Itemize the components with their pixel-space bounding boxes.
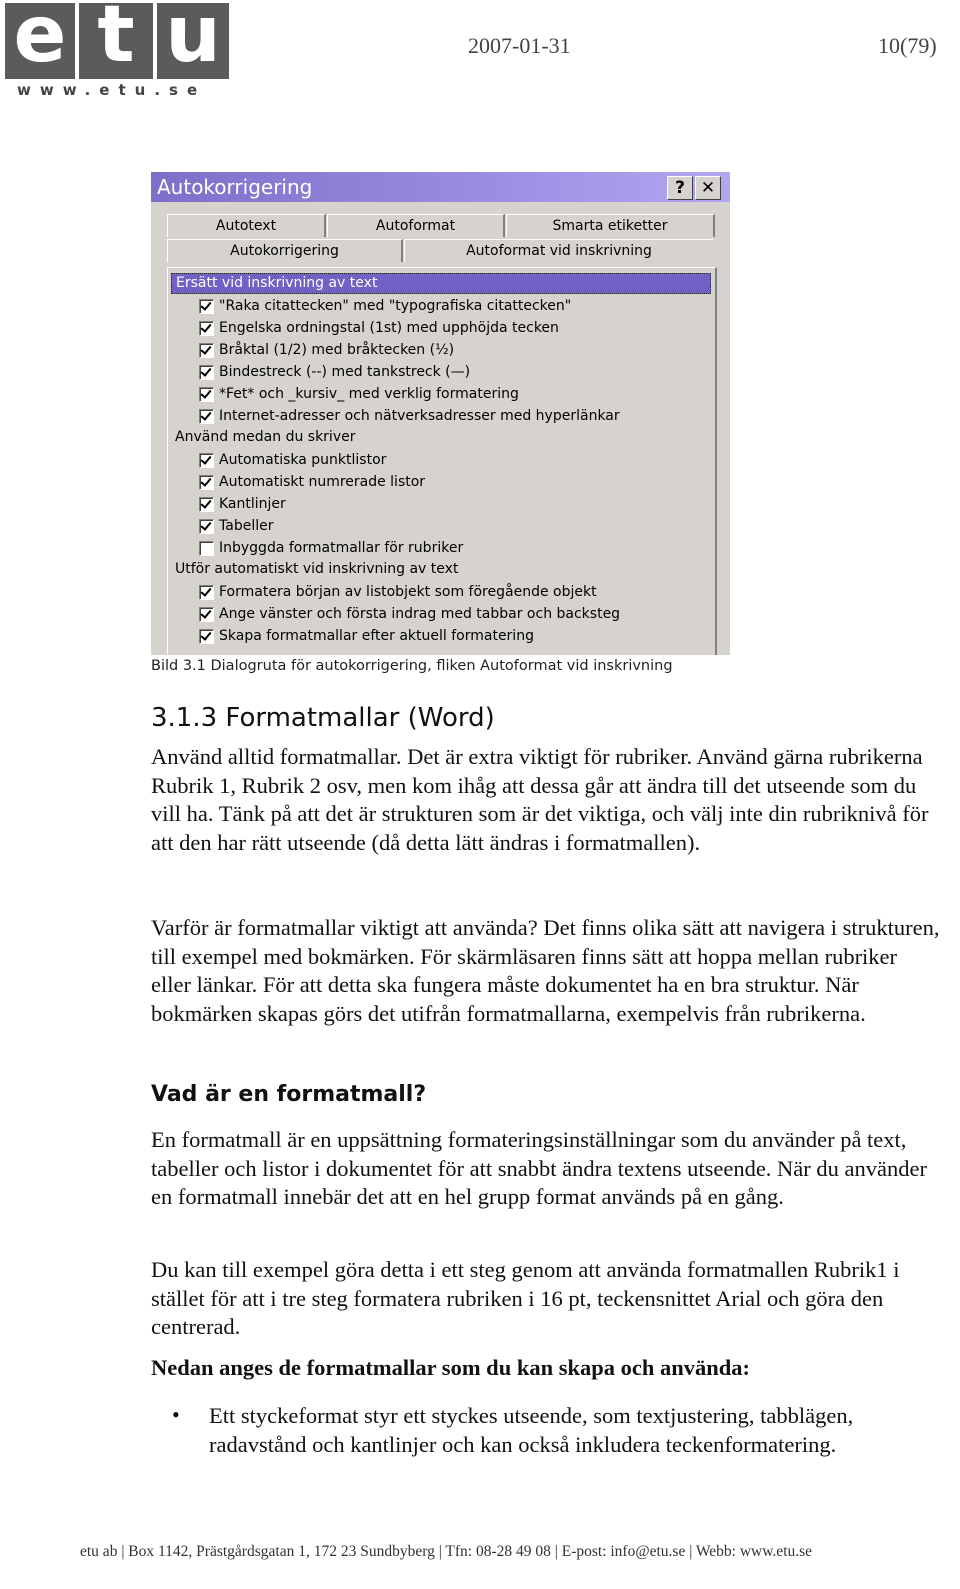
bold-lead-text: Nedan anges de formatmallar som du kan skapa och använda: xyxy=(151,1355,751,1380)
checkbox[interactable] xyxy=(199,343,214,358)
option-label: Automatiskt numrerade listor xyxy=(219,474,426,490)
option-label: Engelska ordningstal (1st) med upphöjda tecken xyxy=(219,320,559,336)
close-button[interactable]: ✕ xyxy=(695,176,721,200)
checkbox[interactable] xyxy=(199,409,214,424)
tab-autotext[interactable]: Autotext xyxy=(167,214,326,237)
logo-block-e xyxy=(5,0,75,80)
figure-caption: Bild 3.1 Dialogruta för autokorrigering, fliken Autoformat vid inskrivning xyxy=(151,658,673,674)
tab-autocorrect[interactable]: Autokorrigering xyxy=(167,239,403,262)
option-label: Ange vänster och första indrag med tabbar och backsteg xyxy=(219,606,621,622)
section-heading: 3.1.3 Formatmallar (Word) xyxy=(151,703,495,733)
checkbox[interactable] xyxy=(199,453,214,468)
dialog-titlebar xyxy=(151,172,730,202)
tab-autoformat-as-you-type[interactable]: Autoformat vid inskrivning xyxy=(404,239,713,262)
autocorrect-dialog xyxy=(151,172,730,655)
logo-block-t xyxy=(79,0,153,80)
etu-logo xyxy=(5,0,229,99)
option-label: Automatiska punktlistor xyxy=(219,452,387,468)
tab-autoformat[interactable]: Autoformat xyxy=(327,214,505,237)
option-label: Bindestreck (--) med tankstreck (—) xyxy=(219,364,471,380)
paragraph-3: En formatmall är en uppsättning formateringsinställningar som du använder på text, tabeller och listor i dokumentet för att snabbt ändra textens utseende. När du använder en formatmall innebär det att en hel grupp format används på en gång. xyxy=(151,1127,927,1210)
tab-smart-tags[interactable]: Smarta etiketter xyxy=(506,214,715,237)
checkbox[interactable] xyxy=(199,321,214,336)
bullet-marker: • xyxy=(172,1402,180,1427)
option-label: Skapa formatmallar efter aktuell formatering xyxy=(219,628,534,644)
option-label: "Raka citattecken" med "typografiska citattecken" xyxy=(219,298,572,314)
checkbox[interactable] xyxy=(199,497,214,512)
subheading: Vad är en formatmall? xyxy=(151,1082,427,1107)
section2-title: Använd medan du skriver xyxy=(175,429,356,445)
checkbox[interactable] xyxy=(199,585,214,600)
checkbox[interactable] xyxy=(199,365,214,380)
option-label: Bråktal (1/2) med bråktecken (½) xyxy=(219,342,455,358)
option-label: Inbyggda formatmallar för rubriker xyxy=(219,540,464,556)
checkbox[interactable] xyxy=(199,629,214,644)
header-date: 2007-01-31 xyxy=(468,33,571,58)
logo-letter-t: t xyxy=(97,0,135,80)
bullet-item-1: Ett styckeformat styr ett styckes utseende, som textjustering, tabblägen, radavstånd och kantlinjer och kan också inkludera teckenformatering. xyxy=(209,1403,854,1457)
header-page-number: 10(79) xyxy=(878,33,937,58)
option-label: *Fet* och _kursiv_ med verklig formatering xyxy=(219,386,519,402)
dialog-title: Autokorrigering xyxy=(157,175,313,199)
logo-letter-u: u xyxy=(165,0,221,80)
logo-block-u xyxy=(157,0,229,80)
section3-title: Utför automatiskt vid inskrivning av text xyxy=(175,561,459,577)
option-label: Formatera början av listobjekt som föregående objekt xyxy=(219,584,597,600)
checkbox[interactable] xyxy=(199,387,214,402)
checkbox[interactable] xyxy=(199,541,214,556)
paragraph-4: Du kan till exempel göra detta i ett steg genom att använda formatmallen Rubrik1 i stället för att i tre steg formatera rubriken i 16 pt, teckensnittet Arial och göra den centrerad. xyxy=(151,1257,900,1340)
paragraph-2: Varför är formatmallar viktigt att använda? Det finns olika sätt att navigera i strukturen, till exempel med bokmärken. För skärmläsaren finns sätt att hoppa mellan rubriker eller länkar. För att detta ska fungera måste dokumentet ha en bra struktur. När bokmärken skapas görs det utifrån formatmallarna, exempelvis från rubrikerna. xyxy=(151,915,940,1026)
option-label: Kantlinjer xyxy=(219,496,286,512)
page-footer: etu ab | Box 1142, Prästgårdsgatan 1, 172 23 Sundbyberg | Tfn: 08-28 49 08 | E-post: info@etu.se | Webb: www.etu.se xyxy=(80,1543,813,1560)
paragraph-1: Använd alltid formatmallar. Det är extra viktigt för rubriker. Använd gärna rubrikerna Rubrik 1, Rubrik 2 osv, men kom ihåg att dessa går att ändra till det utseende som du vill ha. Tänk på att det är strukturen som är det viktiga, och välj inte din rubriknivå för att den har rätt utseende (då detta lätt ändras i formatmallen). xyxy=(151,744,929,855)
checkbox[interactable] xyxy=(199,299,214,314)
logo-letter-e: e xyxy=(13,0,67,80)
checkbox[interactable] xyxy=(199,607,214,622)
section1-title: Ersätt vid inskrivning av text xyxy=(176,275,378,291)
option-label: Tabeller xyxy=(219,518,274,534)
logo-url: www.etu.se xyxy=(17,81,207,99)
option-label: Internet-adresser och nätverksadresser med hyperlänkar xyxy=(219,408,620,424)
checkbox[interactable] xyxy=(199,519,214,534)
section-replace-as-you-type xyxy=(171,273,711,294)
checkbox[interactable] xyxy=(199,475,214,490)
help-button[interactable]: ? xyxy=(667,176,693,200)
